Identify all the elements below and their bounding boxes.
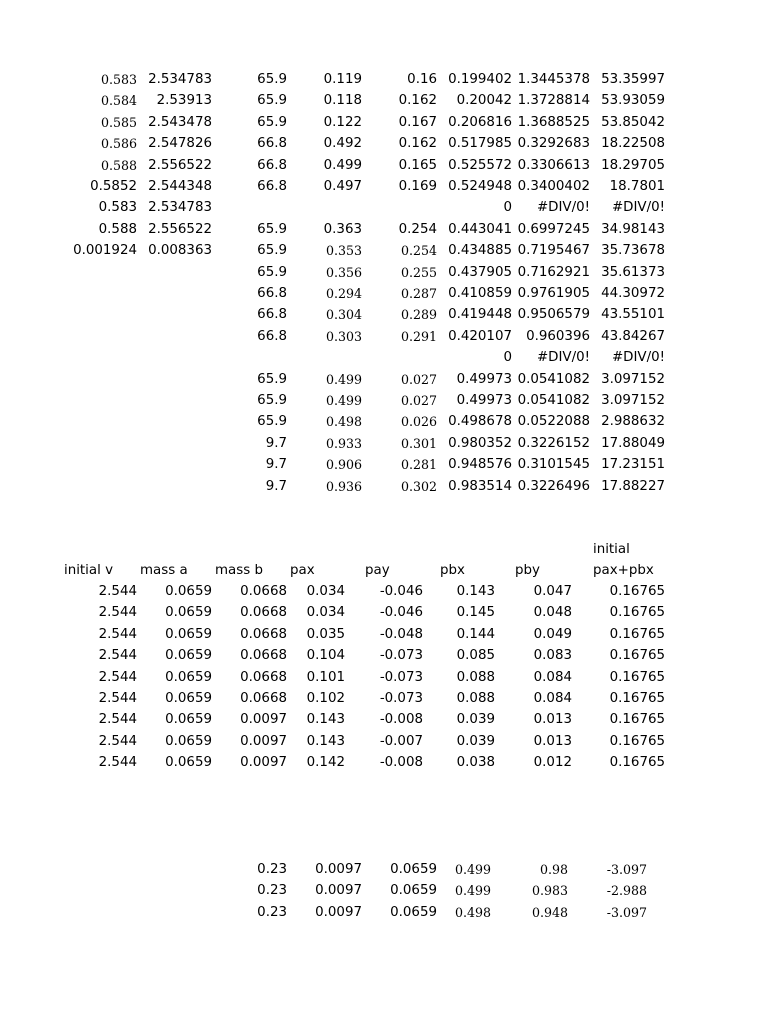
table-cell: 2.544 [98,648,137,664]
table-cell: 0.16765 [609,712,665,728]
table-cell: 0.0659 [165,605,212,621]
table-cell: 65.9 [257,371,287,387]
table-cell: 0.118 [323,93,362,109]
table-cell: 0.143 [456,584,495,599]
table-cell: 0.084 [533,691,572,706]
table-cell: 35.73678 [601,243,665,259]
table-cell: 0.933 [325,435,362,451]
table-cell: -0.073 [379,669,423,685]
table-cell: 0.353 [325,243,362,259]
table-cell: 1.3728814 [517,93,590,109]
table-cell: 0.3226152 [517,435,590,451]
column-header: pax [290,563,315,578]
table-cell: 9.7 [265,435,287,451]
table-cell: 0.499 [454,883,491,899]
table-cell: 0.584 [100,93,137,109]
table-cell: 0.3306613 [517,157,590,173]
table-cell: 0.027 [400,371,437,387]
column-header: mass b [215,563,263,578]
table-cell: 0.524948 [448,179,512,194]
table-cell: 66.8 [257,286,287,301]
table-cell: 0.119 [323,72,362,87]
table-cell: 2.534783 [148,200,212,216]
table-cell: 0.085 [456,648,495,664]
table-cell: 0.0659 [165,691,212,706]
table-cell: 0.443041 [448,221,512,237]
table-cell: 0.0097 [315,883,362,899]
table-cell: 0.048 [533,605,572,621]
table-cell: 0.0659 [165,626,212,642]
table-cell: 0.145 [456,605,495,621]
table-cell: 0.162 [398,136,437,152]
table-cell: 0.047 [533,584,572,599]
table-cell: 65.9 [257,114,287,130]
table-cell: 0.143 [306,733,345,749]
column-header: pay [365,563,390,578]
table-cell: 65.9 [257,393,287,408]
table-cell: #DIV/0! [536,200,590,216]
column-header: initial v [64,563,114,578]
table-cell: 0.167 [398,114,437,130]
table-cell: 0.0522088 [517,414,590,430]
table-cell: 44.30972 [601,286,665,301]
table-cell: 1.3688525 [517,114,590,130]
table-cell: 0.983 [531,883,568,899]
table-cell: 0.0541082 [517,393,590,408]
table-cell: 0.437905 [448,264,512,280]
table-cell: 0.3101545 [517,457,590,473]
table-cell: 0.498678 [448,414,512,430]
table-cell: 0.588 [98,221,137,237]
table-cell: 0.144 [456,626,495,642]
table-cell: 0.027 [400,393,437,408]
table-cell: 34.98143 [601,221,665,237]
table-cell: -2.988 [606,883,647,899]
table-cell: 0.499 [325,393,362,408]
table-cell: 0.0659 [165,584,212,599]
table-cell: 17.88049 [601,435,665,451]
table-cell: 0.23 [257,883,287,899]
table-cell: 0.206816 [448,114,512,130]
table-cell: 0.038 [456,755,495,771]
table-cell: 0.20042 [456,93,512,109]
table-cell: 0.16765 [609,755,665,771]
table-cell: 0.012 [533,755,572,771]
table-cell: 0.980352 [448,435,512,451]
table-cell: 0.420107 [448,328,512,344]
table-cell: 0.088 [456,691,495,706]
table-cell: 0.088 [456,669,495,685]
table-cell: 0.162 [398,93,437,109]
table-cell: 2.53913 [156,93,212,109]
table-cell: 2.544 [98,626,137,642]
table-cell: 0.102 [306,691,345,706]
table-cell: 0.3226496 [517,478,590,494]
table-cell: 0.0097 [315,862,362,877]
table-cell: 53.85042 [601,114,665,130]
table-cell: 43.84267 [601,328,665,344]
table-cell: 0.948576 [448,457,512,473]
table-cell: 0.586 [100,136,137,152]
table-cell: 0.034 [306,605,345,621]
table-cell: 65.9 [257,221,287,237]
table-cell: 2.556522 [148,221,212,237]
table-cell: 0.303 [325,328,362,344]
table-cell: -0.046 [379,605,423,621]
table-cell: 2.543478 [148,114,212,130]
table-cell: 0.16765 [609,691,665,706]
table-cell: 0.948 [531,904,568,920]
table-cell: 2.544 [98,712,137,728]
table-cell: 0.499 [323,157,362,173]
table-cell: 0.034 [306,584,345,599]
table-cell: 0 [503,350,512,366]
table-cell: 0.7195467 [517,243,590,259]
table-cell: 0.0668 [240,669,287,685]
table-cell: #DIV/0! [611,200,665,216]
table-cell: 0.3400402 [517,179,590,194]
table-cell: 9.7 [265,457,287,473]
table-cell: 0.304 [325,307,362,323]
table-cell: 0.013 [533,712,572,728]
table-cell: 0.026 [400,414,437,430]
table-cell: 0.498 [325,414,362,430]
table-cell: 0.983514 [448,478,512,494]
table-cell: 0.5852 [90,179,137,194]
table-cell: -0.008 [379,712,423,728]
table-cell: 0.410859 [448,286,512,301]
table-cell: 0.0097 [240,733,287,749]
table-cell: 0.16765 [609,584,665,599]
table-cell: 0.9761905 [517,286,590,301]
table-cell: 0.23 [257,862,287,877]
table-cell: 2.544 [98,584,137,599]
table-cell: 3.097152 [601,393,665,408]
table-cell: 0.143 [306,712,345,728]
table-cell: 0.281 [400,457,437,473]
table-cell: 0.98 [539,862,568,877]
table-cell: 0.0668 [240,605,287,621]
table-cell: 0.588 [100,157,137,173]
table-cell: 66.8 [257,179,287,194]
table-cell: 0.492 [323,136,362,152]
table-cell: 0.0659 [390,883,437,899]
column-header: pbx [440,563,465,578]
table-cell: 0.419448 [448,307,512,323]
table-cell: #DIV/0! [611,350,665,366]
table-cell: -0.048 [379,626,423,642]
table-cell: 0.122 [323,114,362,130]
table-cell: 0.254 [398,221,437,237]
table-cell: 0.001924 [73,243,137,259]
table-cell: 0.6997245 [517,221,590,237]
table-cell: 0.169 [398,179,437,194]
table-cell: 17.88227 [601,478,665,494]
table-cell: 0.101 [306,669,345,685]
table-cell: 0.49973 [456,371,512,387]
table-cell: 0.363 [323,221,362,237]
table-cell: 53.93059 [601,93,665,109]
table-cell: 0.16765 [609,733,665,749]
table-cell: 0.16765 [609,605,665,621]
table-cell: 0.3292683 [517,136,590,152]
table-cell: -3.097 [606,862,647,877]
table-cell: 3.097152 [601,371,665,387]
table-cell: 0.0668 [240,648,287,664]
table-cell: 0.049 [533,626,572,642]
table-cell: 65.9 [257,414,287,430]
table-cell: 2.534783 [148,72,212,87]
table-cell: 0.0668 [240,691,287,706]
table-cell: 0.0659 [165,648,212,664]
table-cell: 9.7 [265,478,287,494]
table-cell: 66.8 [257,307,287,323]
column-header: pby [515,563,540,578]
table-cell: 2.988632 [601,414,665,430]
table-cell: 0.0097 [240,712,287,728]
table-cell: 0.0668 [240,584,287,599]
table-cell: 0.16 [407,72,437,87]
table-cell: 0.255 [400,264,437,280]
table-cell: 0.0659 [165,733,212,749]
table-cell: 0.356 [325,264,362,280]
table-cell: 2.556522 [148,157,212,173]
table-cell: -0.007 [379,733,423,749]
table-cell: 0.291 [400,328,437,344]
table-cell: 0.0659 [390,862,437,877]
table-cell: 0.165 [398,157,437,173]
table-cell: 0.525572 [448,157,512,173]
table-cell: 2.544 [98,669,137,685]
table-cell: 0.301 [400,435,437,451]
table-cell: 18.7801 [609,179,665,194]
table-cell: 0.083 [533,648,572,664]
table-cell: 0.0541082 [517,371,590,387]
table-cell: #DIV/0! [536,350,590,366]
table-cell: -3.097 [606,904,647,920]
table-cell: 0.16765 [609,626,665,642]
table-cell: -0.073 [379,648,423,664]
table-cell: 0.960396 [526,328,590,344]
table-cell: 0.199402 [448,72,512,87]
table-cell: 0.0659 [390,904,437,920]
table-cell: 43.55101 [601,307,665,323]
table-cell: 0.084 [533,669,572,685]
table-cell: 65.9 [257,243,287,259]
table-cell: 0.583 [98,200,137,216]
column-header: initial [593,542,630,557]
table-cell: 0.287 [400,286,437,301]
table-cell: 0.906 [325,457,362,473]
table-cell: 0.289 [400,307,437,323]
table-cell: 0.585 [100,114,137,130]
table-cell: 0.0659 [165,669,212,685]
table-cell: 0.008363 [148,243,212,259]
table-cell: 2.544348 [148,179,212,194]
table-cell: 0.0659 [165,755,212,771]
table-cell: 65.9 [257,72,287,87]
table-cell: 0.9506579 [517,307,590,323]
table-cell: 66.8 [257,157,287,173]
table-cell: 65.9 [257,264,287,280]
table-cell: 1.3445378 [517,72,590,87]
table-cell: 0.294 [325,286,362,301]
table-cell: 18.29705 [601,157,665,173]
table-cell: 2.544 [98,605,137,621]
table-cell: 0.039 [456,712,495,728]
table-cell: 0.104 [306,648,345,664]
table-cell: 53.35997 [601,72,665,87]
table-cell: 0.517985 [448,136,512,152]
table-cell: 0.254 [400,243,437,259]
table-cell: -0.073 [379,691,423,706]
table-cell: 0.499 [325,371,362,387]
table-cell: 0.302 [400,478,437,494]
table-cell: 0.039 [456,733,495,749]
table-cell: 2.547826 [148,136,212,152]
table-cell: 0.497 [323,179,362,194]
table-cell: 0.16765 [609,669,665,685]
table-cell: 0.49973 [456,393,512,408]
table-cell: 0.16765 [609,648,665,664]
table-cell: -0.008 [379,755,423,771]
column-header: pax+pbx [593,563,654,578]
table-cell: 0.013 [533,733,572,749]
table-cell: -0.046 [379,584,423,599]
table-cell: 0.7162921 [517,264,590,280]
table-cell: 0.936 [325,478,362,494]
table-cell: 0.0097 [315,904,362,920]
table-cell: 2.544 [98,691,137,706]
table-cell: 2.544 [98,755,137,771]
table-cell: 66.8 [257,136,287,152]
table-cell: 17.23151 [601,457,665,473]
table-cell: 0.499 [454,862,491,877]
table-cell: 0.035 [306,626,345,642]
table-cell: 0.0668 [240,626,287,642]
table-cell: 65.9 [257,93,287,109]
table-cell: 66.8 [257,328,287,344]
table-cell: 35.61373 [601,264,665,280]
table-cell: 0.498 [454,904,491,920]
table-cell: 2.544 [98,733,137,749]
table-cell: 0.434885 [448,243,512,259]
table-cell: 0.142 [306,755,345,771]
table-cell: 0.0097 [240,755,287,771]
table-cell: 0 [503,200,512,216]
table-cell: 0.0659 [165,712,212,728]
table-cell: 18.22508 [601,136,665,152]
table-cell: 0.583 [100,72,137,87]
table-cell: 0.23 [257,904,287,920]
column-header: mass a [140,563,188,578]
